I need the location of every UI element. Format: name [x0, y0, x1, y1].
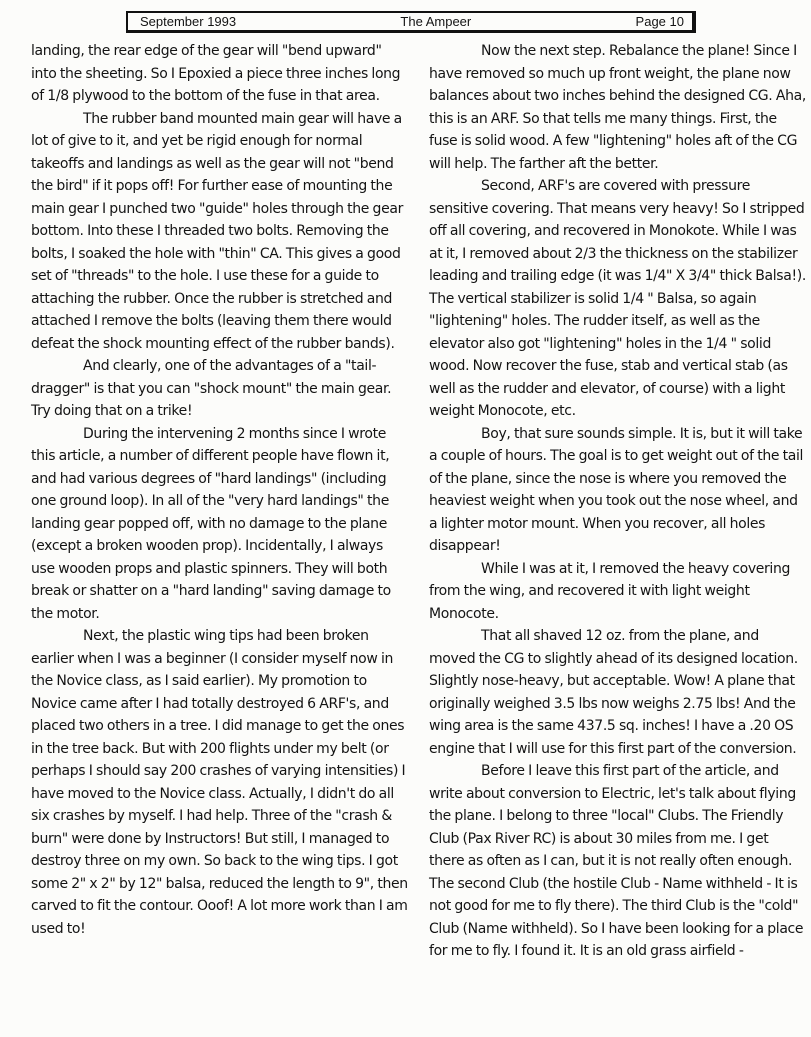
- paragraph: landing, the rear edge of the gear will "bend upward" into the sheeting. So I Epoxied a piece three inches long of 1/8 plywood to the bottom of the fuse in that area.: [31, 43, 401, 104]
- paragraph: Second, ARF's are covered with pressure sensitive covering. That means very heavy! So I stripped off all covering, and recovered in Monokote. While I was at it, I removed about 2/3 the thickness on the stabilizer leading and trailing edge (it was 1/4" X 3/4" thick Balsa!). The vertical stabilizer is solid 1/4 " Balsa, so again "lightening" holes. The rudder itself, as well as the elevator also got "lightening" holes in the 1/4 " solid wood. Now recover the fuse, stab and vertical stab (as well as the rudder and elevator, of course) with a light weight Monocote, etc.: [429, 178, 806, 419]
- paragraph: While I was at it, I removed the heavy covering from the wing, and recovered it with light weight Monocote.: [429, 560, 791, 622]
- newsletter-title: The Ampeer: [400, 14, 472, 29]
- page-number: Page 10: [635, 14, 684, 29]
- paragraph: That all shaved 12 oz. from the plane, and moved the CG to slightly ahead of its designed location. Slightly nose-heavy, but acceptable. Wow! A plane that originally weighed 3.5 lbs now weighs 2.75 lbs! And the wing area is the same 437.5 sq. inches! I have a .20 OS engine that I will use for this first part of the conversion.: [429, 628, 798, 757]
- paragraph: And clearly, one of the advantages of a "tail-dragger" is that you can "shock mount" the main gear. Try doing that on a trike!: [31, 358, 392, 419]
- issue-date: September 1993: [140, 14, 237, 29]
- paragraph: Now the next step. Rebalance the plane! Since I have removed so much up front weight, the plane now balances about two inches behind the designed CG. Aha, this is an ARF. So that tells me many things. First, the fuse is solid wood. A few "lightening" holes aft of the CG will help. The farther aft the better.: [429, 43, 806, 172]
- paragraph: Boy, that sure sounds simple. It is, but it will take a couple of hours. The goal is to get weight out of the tail of the plane, since the nose is where you removed the heaviest weight when you took out the nose wheel, and a lighter motor mount. When you recover, all holes disappear!: [429, 425, 804, 554]
- paragraph: Before I leave this first part of the article, and write about conversion to Electric, let's talk about flying the plane. I belong to three "local" Clubs. The Friendly Club (Pax River RC) is about 30 miles from me. I get there as often as I can, but it is not really often enough. The second Club (the hostile Club - Name withheld - It is not good for me to fly there). The third Club is the "cold" Club (Name withheld). So I have been looking for a place for me to fly. I found it. It is an old grass airfield -: [429, 763, 804, 959]
- page-header: [126, 11, 696, 33]
- right-column: [429, 40, 807, 963]
- left-column: [31, 40, 409, 940]
- paragraph: Next, the plastic wing tips had been broken earlier when I was a beginner (I consider myself now in the Novice class, as I said earlier). My promotion to Novice came after I had totally destroyed 6 ARF's, and placed two others in a tree. I did manage to get the ones in the tree back. But with 200 flights under my belt (or perhaps I should say 200 crashes of varying intensities) I have moved to the Novice class. Actually, I didn't do all six crashes by myself. I had help. Three of the "crash & burn" were done by Instructors! But still, I managed to destroy three on my own. So back to the wing tips. I got some 2" x 2" by 12" balsa, reduced the length to 9", then carved to fit the contour. Ooof! A lot more work than I am used to!: [31, 628, 408, 937]
- paragraph: The rubber band mounted main gear will have a lot of give to it, and yet be rigid enough for normal takeoffs and landings as well as the gear will not "bend the bird" if it pops off! For further ease of mounting the main gear I punched two "guide" holes through the gear bottom. Into these I threaded two bolts. Removing the bolts, I soaked the hole with "thin" CA. This gives a good set of "threads" to the hole. I use these for a guide to attaching the rubber. Once the rubber is stretched and attached I remove the bolts (leaving them there would defeat the shock mounting effect of the rubber bands).: [31, 110, 403, 352]
- paragraph: During the intervening 2 months since I wrote this article, a number of different people have flown it, and had various degrees of "hard landings" (including one ground loop). In all of the "very hard landings" the landing gear popped off, with no damage to the plane (except a broken wooden prop). Incidentally, I always use wooden props and plastic spinners. They will both break or shatter on a "hard landing" saving damage to the motor.: [31, 425, 391, 622]
